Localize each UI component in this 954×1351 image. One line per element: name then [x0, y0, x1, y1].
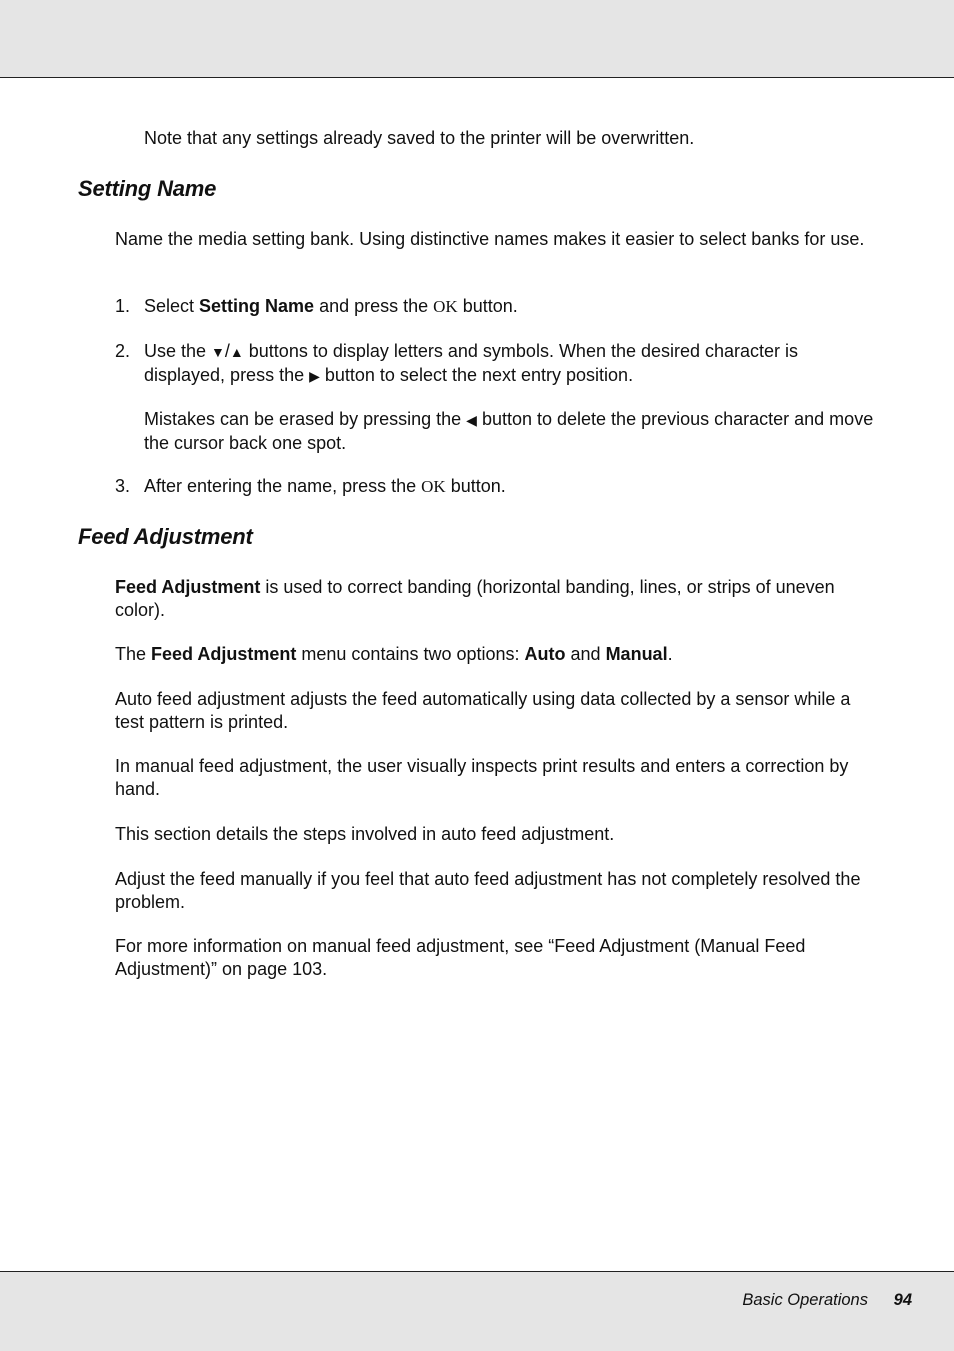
feed-paragraph-3: Auto feed adjustment adjusts the feed automatically using data collected by a sensor while a test pattern is printed.: [115, 689, 851, 732]
step-text: After entering the name, press the OK button.: [144, 476, 506, 496]
setting-name-description: Name the media setting bank. Using distinctive names makes it easier to select banks for use.: [115, 229, 865, 249]
section-heading-setting-name: Setting Name: [78, 176, 217, 201]
page-number: 94: [893, 1291, 912, 1309]
right-arrow-icon: ▶: [309, 367, 320, 384]
menu-term: Setting Name: [199, 296, 315, 316]
step-text: Use the ▼/▲ buttons to display letters and symbols. When the desired character is displayed, press the ▶ button to select the next entry position.: [144, 341, 799, 385]
down-arrow-icon: ▼: [211, 344, 225, 360]
step-number: 1.: [115, 296, 131, 316]
feed-paragraph-5: This section details the steps involved in auto feed adjustment.: [115, 824, 615, 844]
ok-button-label: OK: [433, 297, 458, 316]
step-text: Select Setting Name and press the OK button.: [144, 296, 518, 316]
feed-paragraph-6: Adjust the feed manually if you feel that auto feed adjustment has not completely resolved the problem.: [115, 869, 861, 912]
intro-note: Note that any settings already saved to the printer will be overwritten.: [144, 128, 695, 148]
step-2: [115, 340, 875, 387]
page-header-band: [0, 0, 954, 78]
step-2-note: Mistakes can be erased by pressing the ◀ button to delete the previous character and move the cursor back one spot.: [144, 409, 874, 453]
ok-button-label: OK: [421, 477, 446, 496]
left-arrow-icon: ◀: [466, 412, 477, 428]
feed-paragraph-7: For more information on manual feed adjustment, see “Feed Adjustment (Manual Feed Adjustment)” on page 103.: [115, 936, 806, 979]
step-3: [115, 475, 875, 499]
step-1: [115, 295, 875, 319]
feed-paragraph-4: In manual feed adjustment, the user visually inspects print results and enters a correction by hand.: [115, 756, 849, 799]
step-number: 2.: [115, 341, 131, 361]
feed-paragraph-2: The Feed Adjustment menu contains two options: Auto and Manual.: [115, 644, 673, 664]
step-number: 3.: [115, 476, 131, 496]
up-arrow-icon: ▲: [229, 344, 244, 360]
section-heading-feed-adjustment: Feed Adjustment: [78, 524, 253, 549]
feed-paragraph-1: Feed Adjustment is used to correct banding (horizontal banding, lines, or strips of uneven color).: [115, 577, 835, 620]
footer-section-title: Basic Operations: [742, 1291, 868, 1309]
